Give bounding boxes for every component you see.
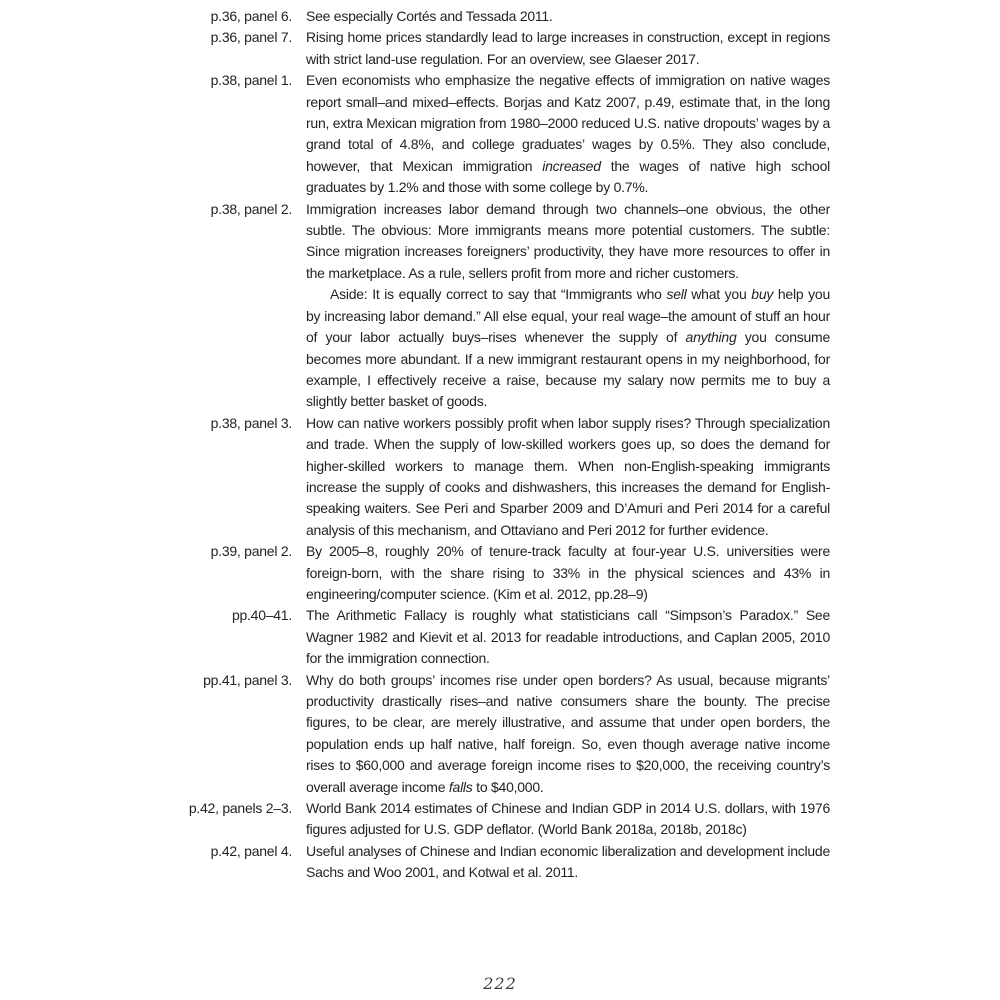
note-paragraph — [306, 199, 830, 285]
note-paragraph — [306, 70, 830, 198]
endnote-row — [150, 841, 830, 884]
note-label: p.38, panel 1. — [210, 72, 292, 89]
note-label: p.38, panel 2. — [210, 200, 292, 217]
italic-text: increased — [542, 157, 601, 174]
text-segment: to $40,000. — [472, 778, 544, 795]
note-paragraph — [306, 413, 830, 541]
note-body — [306, 541, 830, 605]
text-segment: How can native workers possibly profit when labor supply rises? Through specialization and trade. When the supply of low-skilled workers goes up, so does the demand for higher-skilled workers to manage them. When non-English-speaking immigrants increase the supply of cooks and dishwashers, this increases the demand for English-speaking waiters. See Peri and Sparber 2009 and D’Amuri and Peri 2014 for a careful analysis of this mechanism, and Ottaviano and Peri 2012 for further evidence. — [306, 414, 830, 538]
note-body — [306, 841, 830, 884]
note-body — [306, 413, 830, 541]
endnote-row — [150, 605, 830, 669]
note-body — [306, 670, 830, 798]
page-number: 222 — [483, 974, 517, 993]
text-segment: help you by increasing labor demand.” All else equal, your real wage–the amount of stuff an hour of your labor actually buys–rises whenever the supply of — [306, 286, 830, 346]
note-paragraph — [306, 27, 830, 70]
note-label: p.36, panel 7. — [210, 29, 292, 46]
text-segment: the wages of native high school graduates by 1.2% and those with some college by 0.7%. — [306, 157, 830, 196]
text-segment: Why do both groups’ incomes rise under open borders? As usual, because migrants’ productivity drastically rises–and native consumers share the bounty. The precise figures, to be clear, are merely illustrative, and assume that under open borders, the population ends up half native, half foreign. So, even though average native income rises to $60,000 and average foreign income rises to $20,000, the receiving country’s overall average income — [306, 671, 830, 795]
note-paragraph — [306, 6, 830, 27]
text-segment: Aside: It is equally correct to say that “Immigrants who — [330, 286, 667, 303]
text-segment: World Bank 2014 estimates of Chinese and Indian GDP in 2014 U.S. dollars, with 1976 figures adjusted for U.S. GDP deflator. (World Bank 2018a, 2018b, 2018c) — [306, 800, 830, 838]
note-label: p.36, panel 6. — [210, 8, 292, 24]
note-body — [306, 27, 830, 70]
note-body — [306, 798, 830, 841]
endnote-row — [150, 798, 830, 841]
note-label: p.38, panel 3. — [210, 414, 292, 431]
note-body — [306, 70, 830, 198]
note-paragraph — [306, 670, 830, 798]
page-footer — [0, 974, 1000, 994]
note-label: pp.41, panel 3. — [203, 671, 292, 688]
note-body — [306, 199, 830, 413]
note-label: pp.40–41. — [231, 607, 292, 624]
text-segment: Immigration increases labor demand through two channels–one obvious, the other subtle. The obvious: More immigrants means more potential customers. The subtle: Since migration increases foreigners’ productivity, they have more resources to offer in the marketplace. As a rule, sellers profit from more and richer customers. — [306, 200, 830, 281]
text-segment: Useful analyses of Chinese and Indian economic liberalization and development include Sachs and Woo 2001, and Kotwal et al. 2011. — [306, 842, 830, 881]
text-segment: See especially Cortés and Tessada 2011. — [306, 8, 553, 24]
note-label: p.42, panels 2–3. — [188, 800, 292, 817]
note-paragraph — [306, 605, 830, 669]
endnote-row — [150, 670, 830, 798]
note-body — [306, 6, 830, 27]
text-segment: By 2005–8, roughly 20% of tenure-track faculty at four-year U.S. universities were foreign-born, with the share rising to 33% in the physical sciences and 43% in engineering/computer science. (Kim et al. 2012, pp.28–9) — [306, 543, 830, 602]
endnote-row — [150, 27, 830, 70]
text-segment: Rising home prices standardly lead to large increases in construction, except in regions with strict land-use regulation. For an overview, see Glaeser 2017. — [306, 29, 830, 67]
text-segment: what you — [686, 286, 752, 303]
note-paragraph — [306, 841, 830, 884]
endnotes-list — [150, 6, 830, 884]
endnote-row — [150, 199, 830, 413]
text-segment: Even economists who emphasize the negative effects of immigration on native wages report small–and mixed–effects. Borjas and Katz 2007, p.49, estimate that, in the long run, extra Mexican migration from 1980–2000 reduced U.S. native dropouts’ wages by a grand total of 4.8%, and college graduates’ wages by 0.5%. They also conclude, however, that Mexican immigration — [306, 72, 831, 174]
italic-text: anything — [685, 329, 737, 346]
note-label: p.42, panel 4. — [210, 842, 292, 859]
endnote-row — [150, 413, 830, 541]
text-segment: you consume becomes more abundant. If a new immigrant restaurant opens in my neighborhood, for example, I effectively receive a raise, because my salary now permits me to buy a slightly better basket of goods. — [306, 329, 830, 410]
endnote-row — [150, 6, 830, 27]
italic-text: sell — [666, 286, 687, 303]
note-label: p.39, panel 2. — [210, 543, 292, 560]
italic-text: falls — [448, 778, 473, 795]
endnote-row — [150, 541, 830, 605]
endnote-row — [150, 70, 830, 198]
italic-text: buy — [751, 286, 774, 303]
text-segment: The Arithmetic Fallacy is roughly what statisticians call “Simpson’s Paradox.” See Wagner 1982 and Kievit et al. 2013 for readable introductions, and Caplan 2005, 2010 for the immigration connection. — [306, 607, 830, 667]
note-paragraph — [306, 798, 830, 841]
note-paragraph — [306, 284, 830, 412]
note-body — [306, 605, 830, 669]
note-paragraph — [306, 541, 830, 605]
